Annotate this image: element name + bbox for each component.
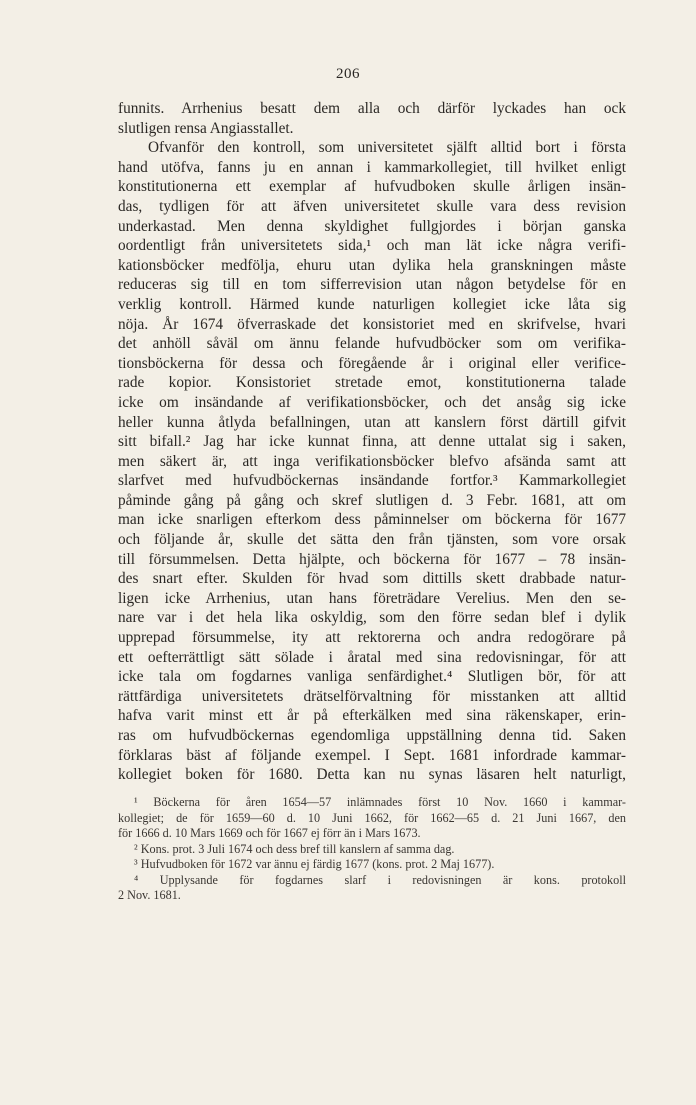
footnote-line: 2 Nov. 1681.	[118, 888, 181, 902]
text-line: konstitutionerna ett exemplar af hufvudboken skulle årligen insän-	[118, 178, 626, 196]
footnote-line: ⁴ Upplysande för fogdarnes slarf i redovisningen är kons. protokoll	[134, 872, 626, 887]
footnote-line: ¹ Böckerna för åren 1654—57 inlämnades först 10 Nov. 1660 i kammar-	[134, 795, 626, 809]
footnote-line: ² Kons. prot. 3 Juli 1674 och dess bref till kanslern af samma dag.	[134, 841, 455, 856]
text-line: till försummelsen. Detta hjälpte, och böckerna för 1677 – 78 insän-	[118, 550, 626, 568]
text-line: tionsböckerna för dessa och föregående år i original eller verifice-	[118, 354, 626, 372]
text-line: hand utöfva, fanns ju en annan i kammarkollegiet, till hvilket enligt	[118, 158, 626, 176]
footnote-line: ³ Hufvudboken för 1672 var ännu ej färdig 1677 (kons. prot. 2 Maj 1677).	[134, 857, 495, 871]
text-line: nare var i det hela lika oskyldig, som den förre sedan blef i dylik	[118, 609, 626, 627]
text-line: hafva varit minst ett år på efterkälken med sina räkenskaper, erin-	[118, 707, 626, 725]
text-line: och följande år, skulle det sätta den från tjänsten, som vore orsak	[118, 531, 626, 549]
text-line: ligen icke Arrhenius, utan hans företrädare Verelius. Men den se-	[118, 589, 626, 607]
text-line: nöja. År 1674 öfverraskade det konsistoriet med en skrifvelse, hvari	[118, 315, 626, 333]
text-line: rade kopior. Konsistoriet stretade emot, konstitutionerna talade	[118, 374, 626, 392]
footnote-line: för 1666 d. 10 Mars 1669 och för 1667 ej förr än i Mars 1673.	[118, 826, 421, 840]
text-line: des snart efter. Skulden för hvad som dittills skett drabbade natur-	[118, 570, 626, 588]
text-line: funnits. Arrhenius besatt dem alla och därför lyckades han ock	[118, 100, 626, 117]
footnotes	[118, 795, 626, 904]
page-number: 206	[336, 66, 360, 82]
text-line: icke tala om fogdarnes vanliga senfärdighet.⁴ Slutligen bör, för att	[118, 668, 626, 686]
text-line: förklaras bäst af följande exempel. I Sept. 1681 infordrade kammar-	[118, 746, 626, 764]
text-line: det anhöll såväl om ännu felande hufvudböcker som om verifika-	[118, 335, 626, 353]
text-line: sitt bifall.² Jag har icke kunnat finna, att denne uttalat sig i saken,	[118, 433, 626, 451]
text-line: slutligen rensa Angiasstallet.	[118, 119, 294, 137]
text-line: påminde gång på gång och skref slutligen d. 3 Febr. 1681, att om	[118, 491, 626, 509]
text-line: reduceras sig till en tom sifferrevision utan någon betydelse för en	[118, 276, 626, 294]
text-line: Ofvanför den kontroll, som universitetet själft alltid bort i första	[148, 139, 626, 157]
text-line: heller kunna åtlyda befallningen, utan att kanslern först därtill gifvit	[118, 413, 626, 431]
text-line: slarfvet med hufvudböckernas insändande fortfor.³ Kammarkollegiet	[118, 472, 626, 490]
text-line: rättfärdiga universitetets drätselförvaltning för misstanken att alltid	[118, 687, 626, 705]
footnote-line: kollegiet; de för 1659—60 d. 10 Juni 1662, för 1662—65 d. 21 Juni 1667, den	[118, 810, 626, 825]
text-line: ett oefterrättligt sätt sölade i åratal med sina redovisningar, för att	[118, 648, 626, 666]
text-line: kollegiet boken för 1680. Detta kan nu synas läsaren helt naturligt,	[118, 766, 626, 784]
body-text	[118, 99, 626, 785]
text-line: icke om insändande af verifikationsböcker, och det ansåg sig icke	[118, 393, 626, 411]
text-line: men säkert är, att inga verifikationsböcker blefvo afsända samt att	[118, 452, 626, 470]
text-line: underkastad. Men denna skyldighet fullgjordes i början ganska	[118, 217, 626, 235]
text-line: man icke snarligen efterkom dess påminnelser om böckerna för 1677	[118, 511, 626, 529]
text-line: ras om hufvudböckernas egendomliga uppställning denna tid. Saken	[118, 727, 626, 744]
text-line: das, tydligen för att äfven universitetet skulle vara dess revision	[118, 197, 626, 215]
text-line: kationsböcker medfölja, ehuru utan dylika hela granskningen måste	[118, 256, 626, 274]
text-line: verklig kontroll. Härmed kunde naturligen kollegiet icke låta sig	[118, 295, 626, 313]
text-line: upprepad försummelse, ity att rektorerna och andra redogörare på	[118, 629, 626, 647]
text-line: oordentligt från universitetets sida,¹ och man lät icke några verifi-	[118, 237, 626, 255]
